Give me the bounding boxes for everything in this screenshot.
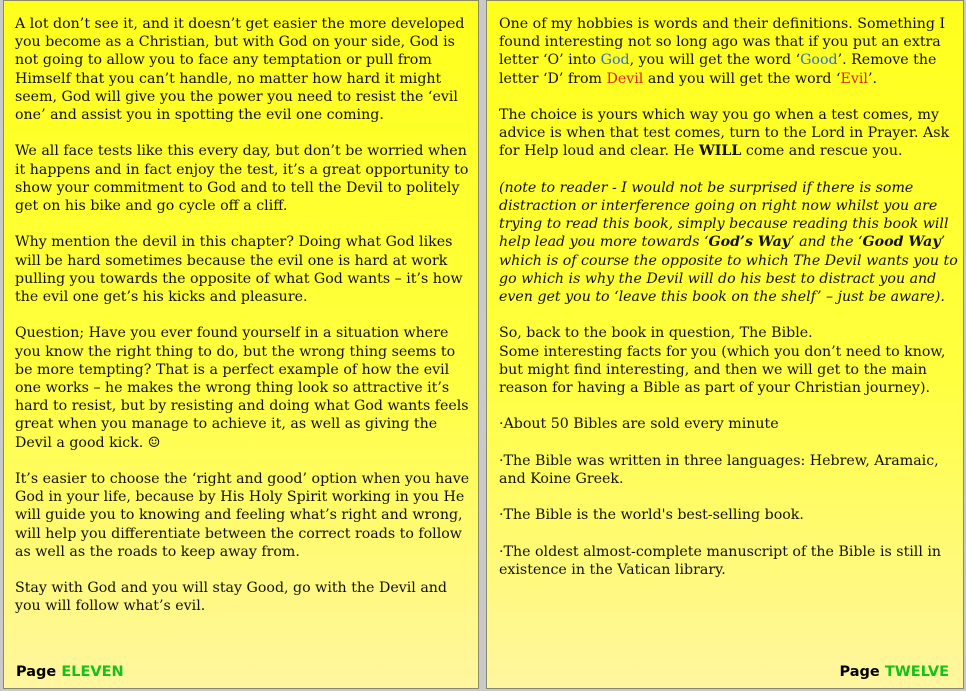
text-span: ’ which is of course the opposite to which The Devil wants you to go which is why the Devil will do his best to distract you and even get you to ‘leave this book on the shelf’ – just be aware). bbox=[499, 234, 958, 306]
text-span: (note to reader - I would not be surprised if there is some distraction or interference going on right now whilst you are trying to read this book, simply because reading this book will help lead you more towards ‘ bbox=[499, 179, 949, 251]
paragraph: We all face tests like this every day, but don’t be worried when it happens and in fact enjoy the test, it’s a great opportunity to show your commitment to God and to tell the Devil to politely get on his bike and go cycle off a cliff. bbox=[15, 143, 469, 215]
phrase-good-way: Good Way bbox=[862, 234, 941, 251]
word-evil: Evil bbox=[840, 70, 868, 87]
text-span: come and rescue you. bbox=[741, 143, 903, 160]
text-span: One of my hobbies is words and their definitions. Something I found interesting not so long ago was that if you put an extra letter ‘O’ into bbox=[499, 16, 946, 69]
left-page-text bbox=[15, 15, 475, 634]
text-span: and you will get the word ‘ bbox=[643, 70, 841, 87]
word-devil: Devil bbox=[606, 70, 644, 87]
page-number: ELEVEN bbox=[61, 664, 124, 680]
word-good: Good bbox=[800, 52, 838, 69]
note-paragraph bbox=[499, 179, 961, 306]
paragraph: Question; Have you ever found yourself in a situation where you know the right thing to do, but the wrong thing seems to be more tempting? That is a perfect example of how the evil one works – he makes the wrong thing look so attractive it’s hard to resist, but by resisting and doing what God wants feels great when you manage to achieve it, as well as giving the Devil a good kick. ☺ bbox=[15, 325, 469, 451]
facts-intro: Some interesting facts for you (which you don’t need to know, but might find interesting, and then we will get to the main reason for having a Bible as part of your Christian journey). bbox=[499, 343, 946, 397]
words-paragraph bbox=[499, 15, 961, 88]
page-word: Page bbox=[839, 664, 880, 680]
text-span: The choice is yours which way you go when a test comes, my advice is when that test comes, turn to the Lord in Prayer. Ask for Help loud and clear. He bbox=[499, 107, 950, 160]
page-number-label bbox=[16, 664, 124, 680]
paragraph: It’s easier to choose the ‘right and good’ option when you have God in your life, because by His Holy Spirit working in you He will guide you to knowing and feeling what’s right and wrong, will help you differentiate between the correct roads to follow as well as the roads to keep away from. bbox=[15, 471, 470, 560]
back-line: So, back to the book in question, The Bible. bbox=[499, 325, 813, 342]
page-number-label bbox=[840, 664, 949, 680]
text-span: ’. bbox=[867, 70, 877, 87]
paragraph: Why mention the devil in this chapter? Doing what God likes will be hard sometimes because the evil one is hard at work pulling you towards the opposite of what God wants – it’s how the evil one get’s his kicks and pleasure. bbox=[15, 234, 463, 306]
bible-intro bbox=[499, 324, 961, 342]
paragraph: A lot don’t see it, and it doesn’t get easier the more developed you become as a Christian, but with God on your side, God is not going to allow you to face any temptation or pull from Himself that you can’t handle, no matter how hard it might seem, God will give you the power you need to resist the ‘evil one’ and assist you in spotting the evil one coming. bbox=[15, 16, 465, 124]
fact-item: ·The Bible is the world's best-selling book. bbox=[499, 507, 804, 524]
page-word: Page bbox=[16, 664, 57, 680]
fact-item: ·The oldest almost-complete manuscript of the Bible is still in existence in the Vatican library. bbox=[499, 543, 942, 578]
text-span: , you will get the word ‘ bbox=[629, 52, 801, 69]
word-god: God bbox=[600, 52, 630, 69]
text-span: ’ and the ‘ bbox=[790, 234, 863, 251]
word-will: WILL bbox=[698, 143, 742, 160]
right-page bbox=[486, 0, 964, 689]
fact-item: ·About 50 Bibles are sold every minute bbox=[499, 416, 779, 433]
text-span: ’. Remove the letter ‘D’ from bbox=[499, 52, 937, 87]
page-number: TWELVE bbox=[884, 664, 949, 680]
paragraph: Stay with God and you will stay Good, go with the Devil and you will follow what’s evil. bbox=[15, 580, 447, 615]
fact-item: ·The Bible was written in three languages: Hebrew, Aramaic, and Koine Greek. bbox=[499, 452, 939, 487]
choice-paragraph bbox=[499, 106, 961, 161]
phrase-gods-way: God’s Way bbox=[708, 234, 791, 251]
left-page bbox=[3, 0, 479, 689]
right-page-text bbox=[499, 15, 961, 597]
